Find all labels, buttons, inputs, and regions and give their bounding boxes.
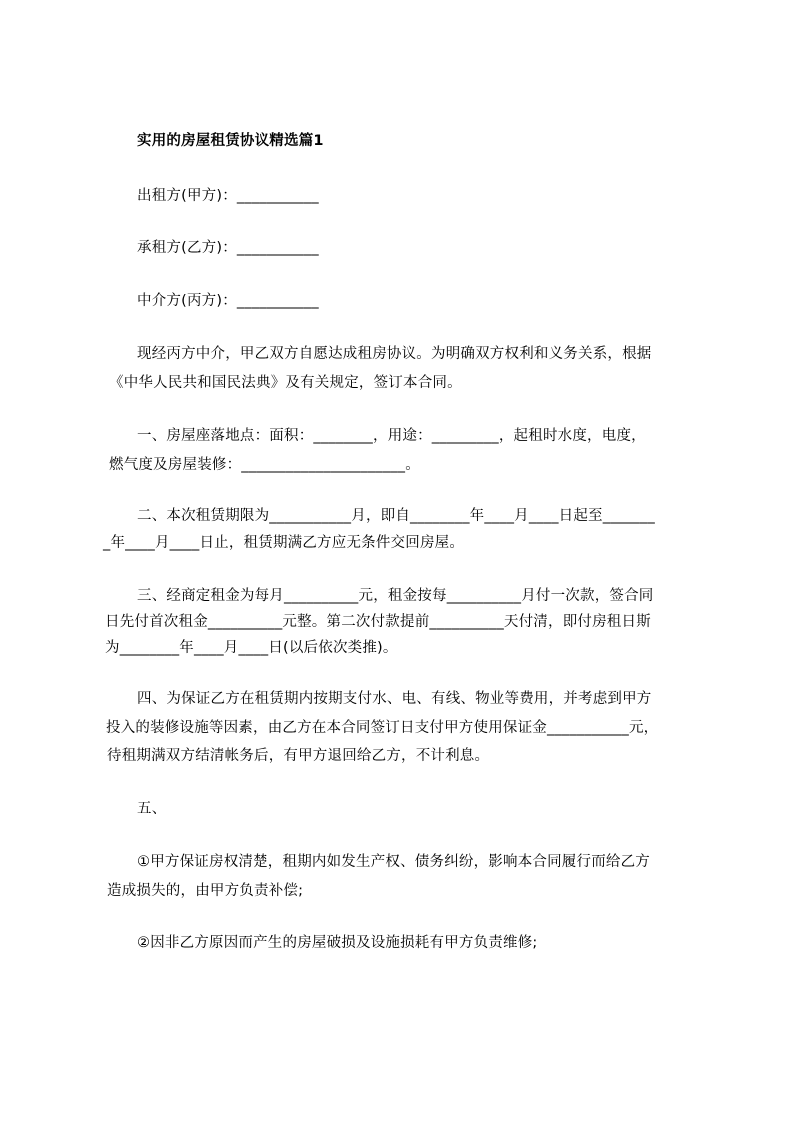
clause-3-line-1: 三、经商定租金为每月__________元，租金按每__________月付一次款，签合同: [137, 588, 654, 604]
clause-3-line-2: 日先付首次租金__________元整。第二次付款提前__________天付清，即付房租日斯: [105, 614, 651, 630]
clause-2-line-1: 二、本次租赁期限为___________月，即自________年____月____日起至_______: [137, 508, 655, 524]
intro-line-1: 现经丙方中介，甲乙双方自愿达成租房协议。为明确双方权利和义务关系，根据: [137, 346, 652, 362]
clause-2-line-2: _年____月____日止，租赁期满乙方应无条件交回房屋。: [103, 535, 465, 551]
clause-4-line-1: 四、为保证乙方在租赁期内按期支付水、电、有线、物业等费用，并考虑到甲方: [137, 691, 652, 707]
clause-5-heading: 五、: [137, 801, 167, 817]
clause-5-item-1-line-2: 造成损失的，由甲方负责补偿;: [107, 883, 304, 899]
intro-line-2: 《中华人民共和国民法典》及有关规定，签订本合同。: [109, 375, 462, 391]
clause-5-item-2-line-1: ②因非乙方原因而产生的房屋破损及设施损耗有甲方负责维修;: [137, 935, 538, 951]
lessor-line: 出租方(甲方)：___________: [137, 188, 319, 204]
clause-3-line-3: 为________年____月____日(以后依次类推)。: [105, 640, 398, 656]
clause-4-line-2: 投入的装修设施等因素，由乙方在本合同签订日支付甲方使用保证金___________元，: [106, 720, 659, 736]
clause-4-line-3: 待租期满双方结清帐务后，有甲方退回给乙方，不计利息。: [107, 748, 490, 764]
clause-1-line-1: 一、房屋座落地点：面积：________，用途：_________，起租时水度，电度，: [137, 428, 646, 444]
lessee-line: 承租方(乙方)：___________: [137, 240, 319, 256]
clause-5-item-1-line-1: ①甲方保证房权清楚，租期内如发生产权、债务纠纷，影响本合同履行而给乙方: [137, 854, 650, 870]
document-title: 实用的房屋租赁协议精选篇1: [137, 133, 324, 149]
clause-1-line-2: 燃气度及房屋装修：______________________。: [109, 457, 420, 473]
agent-line: 中介方(丙方)：___________: [137, 293, 319, 309]
